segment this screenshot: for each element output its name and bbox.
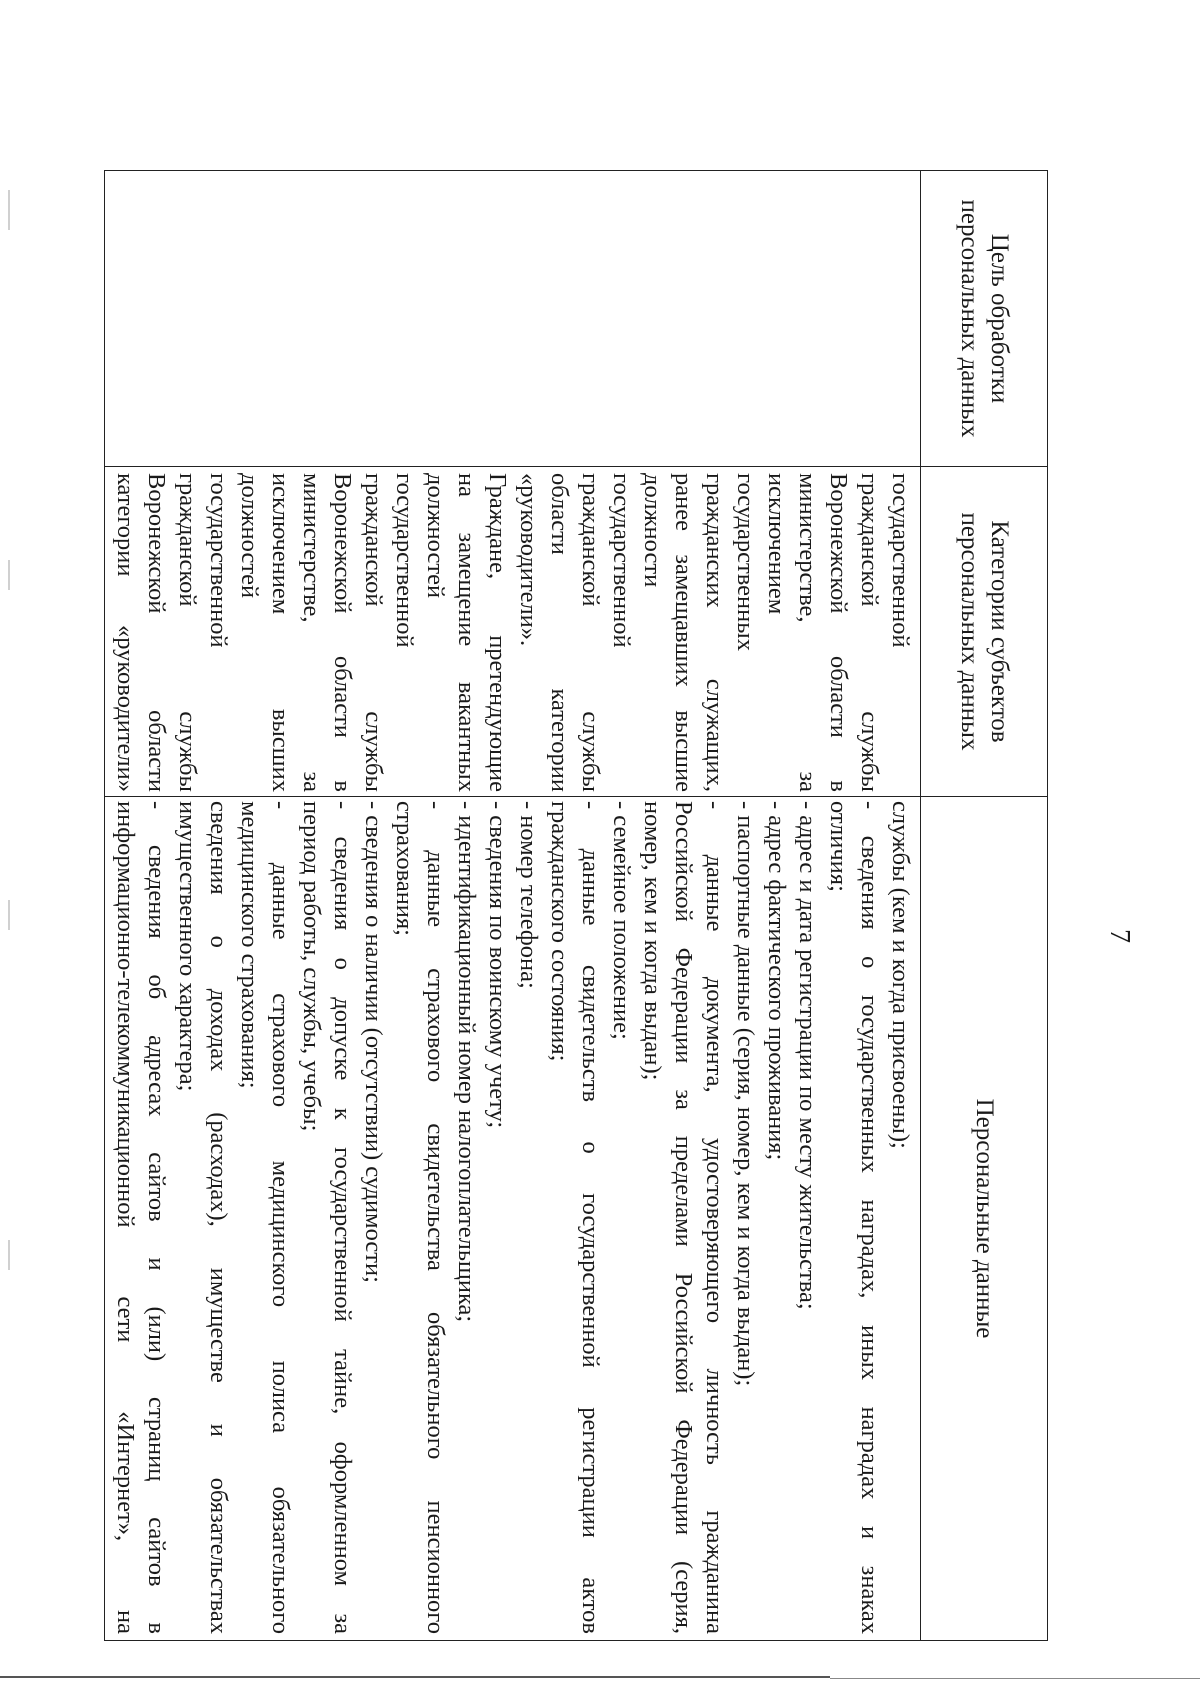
personal-data-line: - данные документа, удостоверяющего личность гражданина xyxy=(701,801,728,1634)
category-line: исключением высших xyxy=(267,473,294,792)
personal-data-line: сведения о доходах (расходах), имуществе и обязательствах xyxy=(205,801,232,1634)
header-categories: Категории субъектов персональных данных xyxy=(921,467,1048,797)
category-line: ранее замещавших высшие xyxy=(670,473,697,792)
personal-data-line: период работы, службы, учебы; xyxy=(298,801,325,1132)
personal-data-line: имущественного характера; xyxy=(174,801,201,1092)
category-line: гражданской службы xyxy=(856,473,883,792)
personal-data-line: номер, кем и когда выдан); xyxy=(639,801,666,1081)
category-line: гражданской службы xyxy=(174,473,201,792)
personal-data-line: - адрес фактического проживания; xyxy=(763,801,790,1161)
personal-data-line: - сведения по воинскому учету; xyxy=(484,801,511,1129)
category-line: государственной xyxy=(205,473,232,648)
personal-data-line: - идентификационный номер налогоплательщика; xyxy=(453,801,480,1323)
category-line: гражданской службы xyxy=(577,473,604,792)
personal-data-line: - данные страхового медицинского полиса обязательного xyxy=(267,801,294,1634)
personal-data-cell xyxy=(105,797,921,1641)
category-line: министерстве, за xyxy=(794,473,821,792)
personal-data-table xyxy=(104,170,1048,1641)
personal-data-text xyxy=(110,797,920,1640)
category-line: должностей xyxy=(236,473,263,599)
scan-artifact xyxy=(8,560,10,590)
personal-data-line: гражданского состояния; xyxy=(546,801,573,1062)
personal-data-line: - данные свидетельств о государственной регистрации актов xyxy=(577,801,604,1634)
header-purpose: Цель обработки персональных данных xyxy=(921,171,1048,467)
category-line: исключением xyxy=(763,473,790,615)
personal-data-line: информационно-телекоммуникационной сети «Интернет», на xyxy=(112,801,139,1634)
category-line: на замещение вакантных xyxy=(453,473,480,792)
category-line: Воронежской области в xyxy=(825,473,852,792)
category-line: Граждане, претендующие xyxy=(484,473,511,792)
category-line: государственной xyxy=(887,473,914,648)
personal-data-line: службы (кем и когда присвоены); xyxy=(887,801,914,1149)
personal-data-line: - адрес и дата регистрации по месту жительства; xyxy=(794,801,821,1310)
personal-data-line: - номер телефона; xyxy=(515,801,542,989)
personal-data-line: Российской Федерации за пределами Российской Федерации (серия, xyxy=(670,801,697,1634)
personal-data-line: - данные страхового свидетельства обязательного пенсионного xyxy=(422,801,449,1634)
category-line: государственных xyxy=(732,473,759,651)
category-line: гражданских служащих, xyxy=(701,473,728,792)
bottom-edge-line xyxy=(830,1678,1200,1679)
category-line: «руководители». xyxy=(515,473,542,647)
categories-cell xyxy=(105,467,921,797)
personal-data-line: - сведения о наличии (отсутствии) судимости; xyxy=(360,801,387,1283)
personal-data-line: медицинского страхования; xyxy=(236,801,263,1089)
bottom-edge-line xyxy=(0,1676,830,1678)
category-line: категории «руководители» xyxy=(112,473,139,792)
category-line: должности xyxy=(639,473,666,588)
personal-data-line: - паспортные данные (серия, номер, кем и когда выдан); xyxy=(732,801,759,1387)
purpose-cell xyxy=(105,171,921,467)
personal-data-line: страхования; xyxy=(391,801,418,936)
personal-data-line: - сведения о государственных наградах, иных наградах и знаках xyxy=(856,801,883,1634)
category-line: области категории xyxy=(546,473,573,792)
categories-text xyxy=(110,467,920,796)
table-row xyxy=(105,171,921,1641)
category-line: государственной xyxy=(391,473,418,648)
personal-data-line: - семейное положение; xyxy=(608,801,635,1040)
category-line: Воронежской области в xyxy=(329,473,356,792)
scan-artifact xyxy=(8,1240,10,1270)
category-line: государственной xyxy=(608,473,635,648)
scan-artifact xyxy=(8,190,10,230)
rotated-table-container xyxy=(104,170,1048,1640)
category-line: Воронежской области xyxy=(143,473,170,792)
table-header-row xyxy=(921,171,1048,1641)
personal-data-line: отличия; xyxy=(825,801,852,892)
category-line: должностей xyxy=(422,473,449,599)
scan-artifact xyxy=(8,900,10,930)
page-number: 7 xyxy=(1104,929,1135,943)
header-personal-data: Персональные данные xyxy=(921,797,1048,1641)
category-line: министерстве, за xyxy=(298,473,325,792)
personal-data-line: - сведения о допуске к государственной тайне, оформленном за xyxy=(329,801,356,1634)
category-line: гражданской службы xyxy=(360,473,387,792)
personal-data-line: - сведения об адресах сайтов и (или) страниц сайтов в xyxy=(143,801,170,1634)
